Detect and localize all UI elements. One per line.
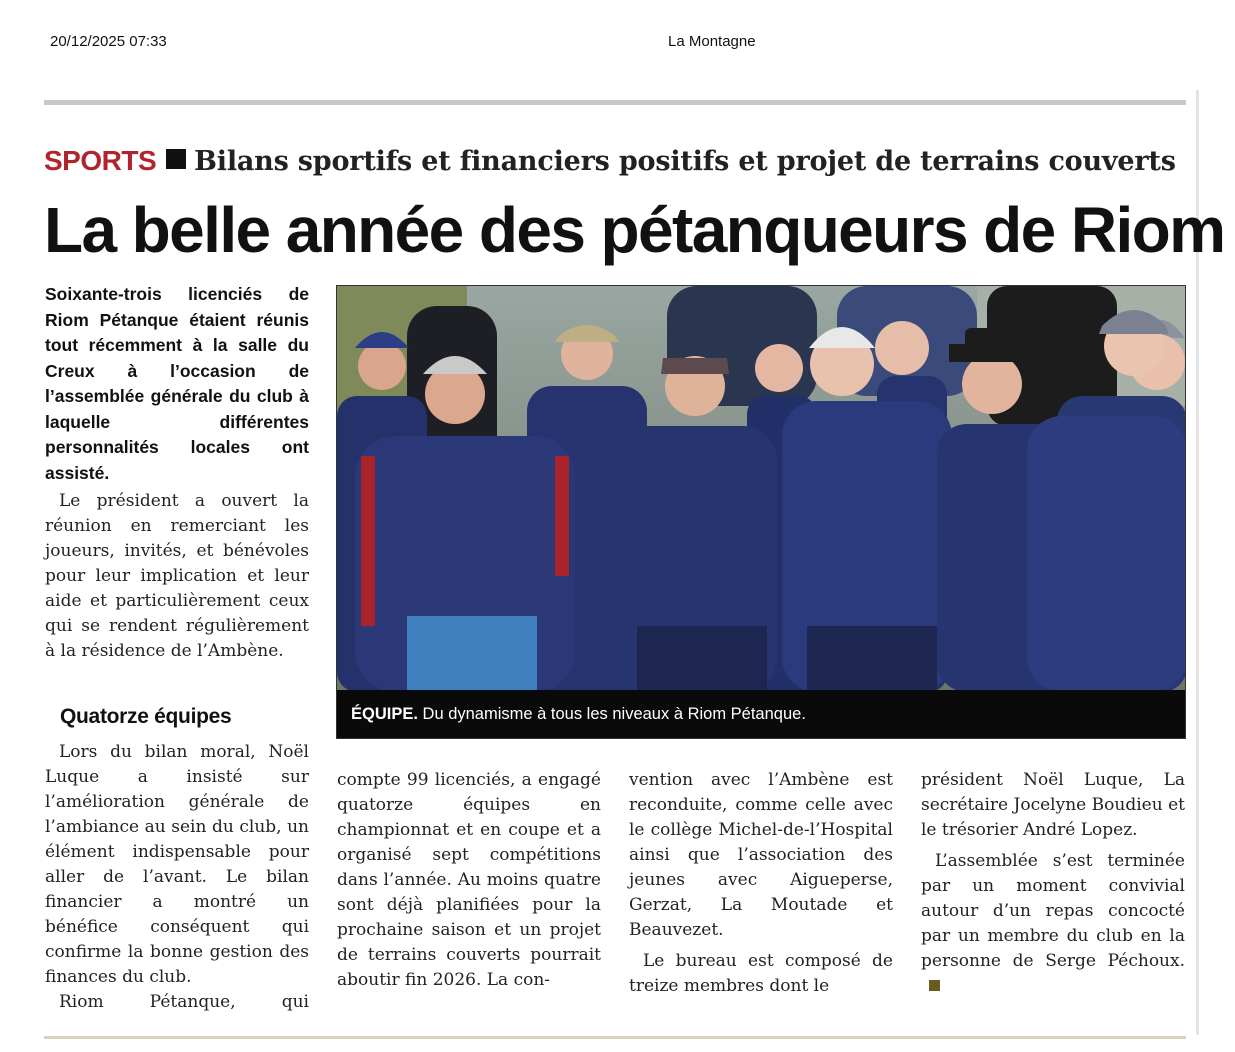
print-date: 20/12/2025 07:33 <box>50 33 167 50</box>
column-4 <box>921 768 1185 999</box>
paragraph-2: Lors du bilan moral, Noël Luque a insisté sur l’amélioration générale de l’ambiance au sein du club, un élément indispensable pour aller de l’avant. Le bilan financier a montré un bénéfice conséquent qui confirme la bonne gestion des finances du club. <box>45 742 309 987</box>
kicker-text: Bilans sportifs et financiers positifs et projet de terrains couverts <box>194 146 1176 177</box>
photo-caption <box>337 690 1185 738</box>
caption-text: Du dynamisme à tous les niveaux à Riom Pétanque. <box>422 705 806 723</box>
section-tag: SPORTS <box>44 145 157 176</box>
end-mark-icon <box>929 980 940 991</box>
caption-label: ÉQUIPE. <box>351 705 418 723</box>
column-1-bottom <box>45 740 309 1015</box>
square-bullet-icon <box>166 149 186 169</box>
team-photo <box>336 285 1186 739</box>
team-photo-illustration <box>337 286 1186 692</box>
column-3 <box>629 768 893 999</box>
bottom-rule <box>44 1036 1186 1039</box>
paragraph-5-text: L’assemblée s’est terminée par un moment convivial autour d’un repas concocté par un membre du club en la personne de Serge Péchoux. <box>921 851 1185 971</box>
headline: La belle année des pétanqueurs de Riom <box>44 194 1225 266</box>
paragraph-1: Le président a ouvert la réunion en remerciant les joueurs, invités, et bénévoles pour leur implication et leur aide et particulièrement ceux qui se rendent régulièrement à la résidence de l’Ambène. <box>45 491 309 661</box>
print-source-title: La Montagne <box>668 33 756 50</box>
column-2-text: compte 99 licenciés, a engagé quatorze équipes en championnat et en coupe et a organisé sept compétitions dans l’année. Au moins quatre sont déjà planifiées pour la prochaine saison et un projet de terrains couverts pourrait aboutir fin 2026. La con- <box>337 770 601 990</box>
article-lead: Soixante-trois licenciés de Riom Pétanque étaient réunis tout récemment à la salle du Creux à l’occasion de l’assemblée générale du club à laquelle différentes personnalités locales ont assisté. <box>45 284 309 483</box>
paragraph-3-start: Riom Pétanque, qui <box>59 992 309 1012</box>
subhead: Quatorze équipes <box>60 705 232 728</box>
column-1-top <box>45 489 309 664</box>
paragraph-5 <box>921 849 1185 999</box>
kicker-line <box>44 144 1176 177</box>
paragraph-4-start: Le bureau est composé de treize membres dont le <box>629 951 893 996</box>
column-3-text: vention avec l’Ambène est reconduite, comme celle avec le collège Michel-de-l’Hospital ainsi que l’association des jeunes avec Aigueperse, Gerzat, La Moutade et Beauvezet. <box>629 770 893 940</box>
column-2 <box>337 768 601 993</box>
column-4-text: président Noël Luque, La secrétaire Jocelyne Boudieu et le trésorier André Lopez. <box>921 770 1185 840</box>
top-rule <box>44 100 1186 105</box>
